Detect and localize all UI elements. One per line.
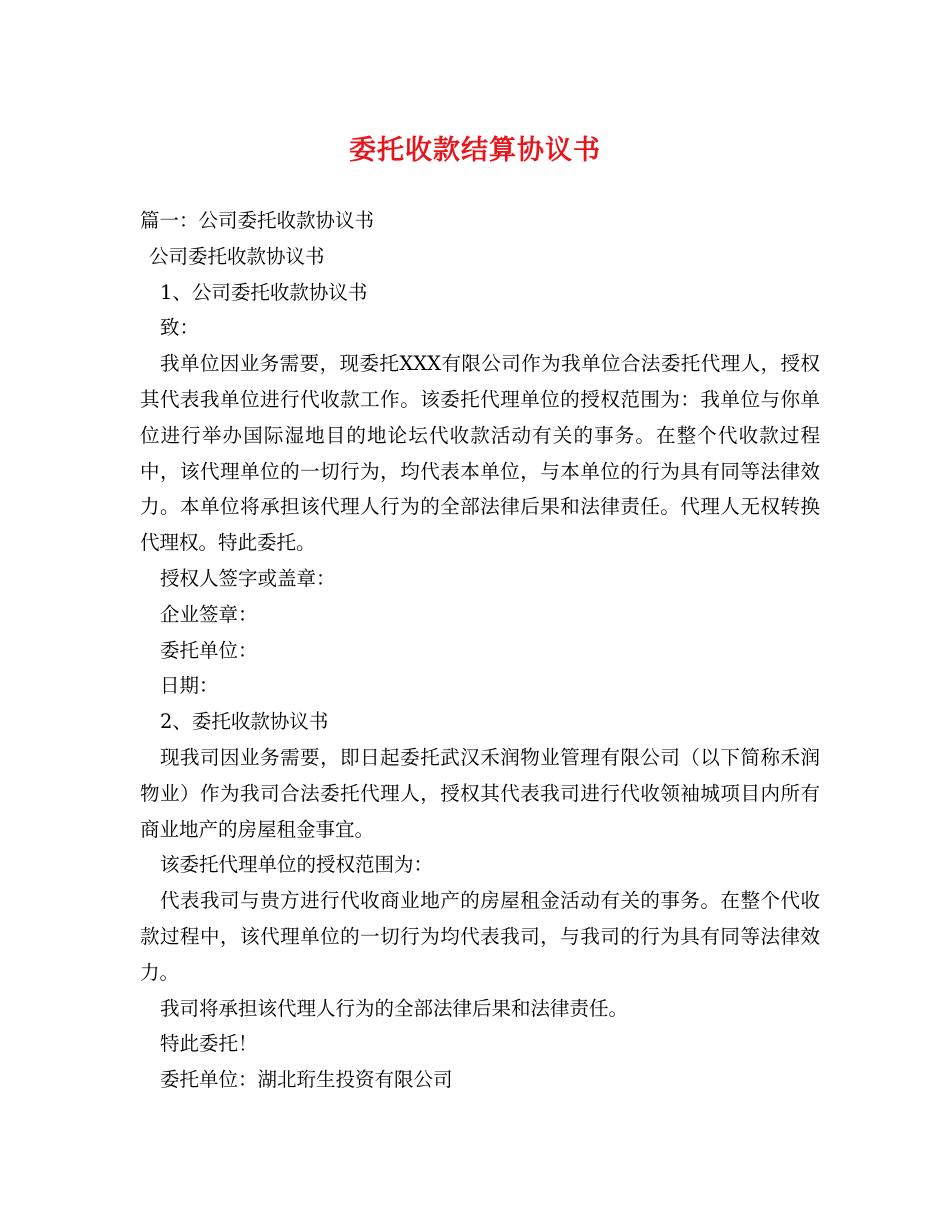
company-seal-label: 企业签章：: [160, 602, 258, 626]
signature-label: 授权人签字或盖章：: [160, 566, 336, 590]
date-label: 日期：: [160, 674, 219, 698]
entrusting-unit-label: 委托单位：: [160, 638, 258, 662]
item-heading-2: 2、委托收款协议书: [160, 710, 329, 734]
item-heading-1: 1、公司委托收款协议书: [160, 280, 368, 304]
closing-statement: 特此委托！: [160, 1032, 258, 1056]
entrusting-unit-name: 委托单位：湖北珩生投资有限公司: [160, 1068, 453, 1092]
liability-statement: 我司将承担该代理人行为的全部法律后果和法律责任。: [160, 996, 629, 1020]
section-heading: 篇一：公司委托收款协议书: [140, 209, 375, 232]
salutation: 致：: [160, 316, 200, 340]
paragraph-1: 我单位因业务需要，现委托XXX有限公司作为我单位合法委托代理人，授权其代表我单位进行代收款工作。该委托代理单位的授权范围为：我单位与你单位进行举办国际湿地目的地论坛代收款活动有关的事务。在整个代收款过程中，该代理单位的一切行为，均代表本单位，与本单位的行为具有同等法律效力。本单位将承担该代理人行为的全部法律后果和法律责任。代理人无权转换代理权。特此委托。: [140, 352, 820, 555]
subsection-title: 公司委托收款协议书: [149, 244, 325, 268]
document-title: 委托收款结算协议书: [349, 135, 601, 166]
scope-label: 该委托代理单位的授权范围为：: [160, 853, 434, 877]
paragraph-2: 现我司因业务需要，即日起委托武汉禾润物业管理有限公司（以下简称禾润物业）作为我司合法委托代理人，授权其代表我司进行代收领袖城项目内所有商业地产的房屋租金事宜。: [140, 745, 820, 841]
paragraph-3: 代表我司与贵方进行代收商业地产的房屋租金活动有关的事务。在整个代收款过程中，该代理单位的一切行为均代表我司，与我司的行为具有同等法律效力。: [140, 889, 820, 984]
document-body: [140, 203, 820, 1098]
